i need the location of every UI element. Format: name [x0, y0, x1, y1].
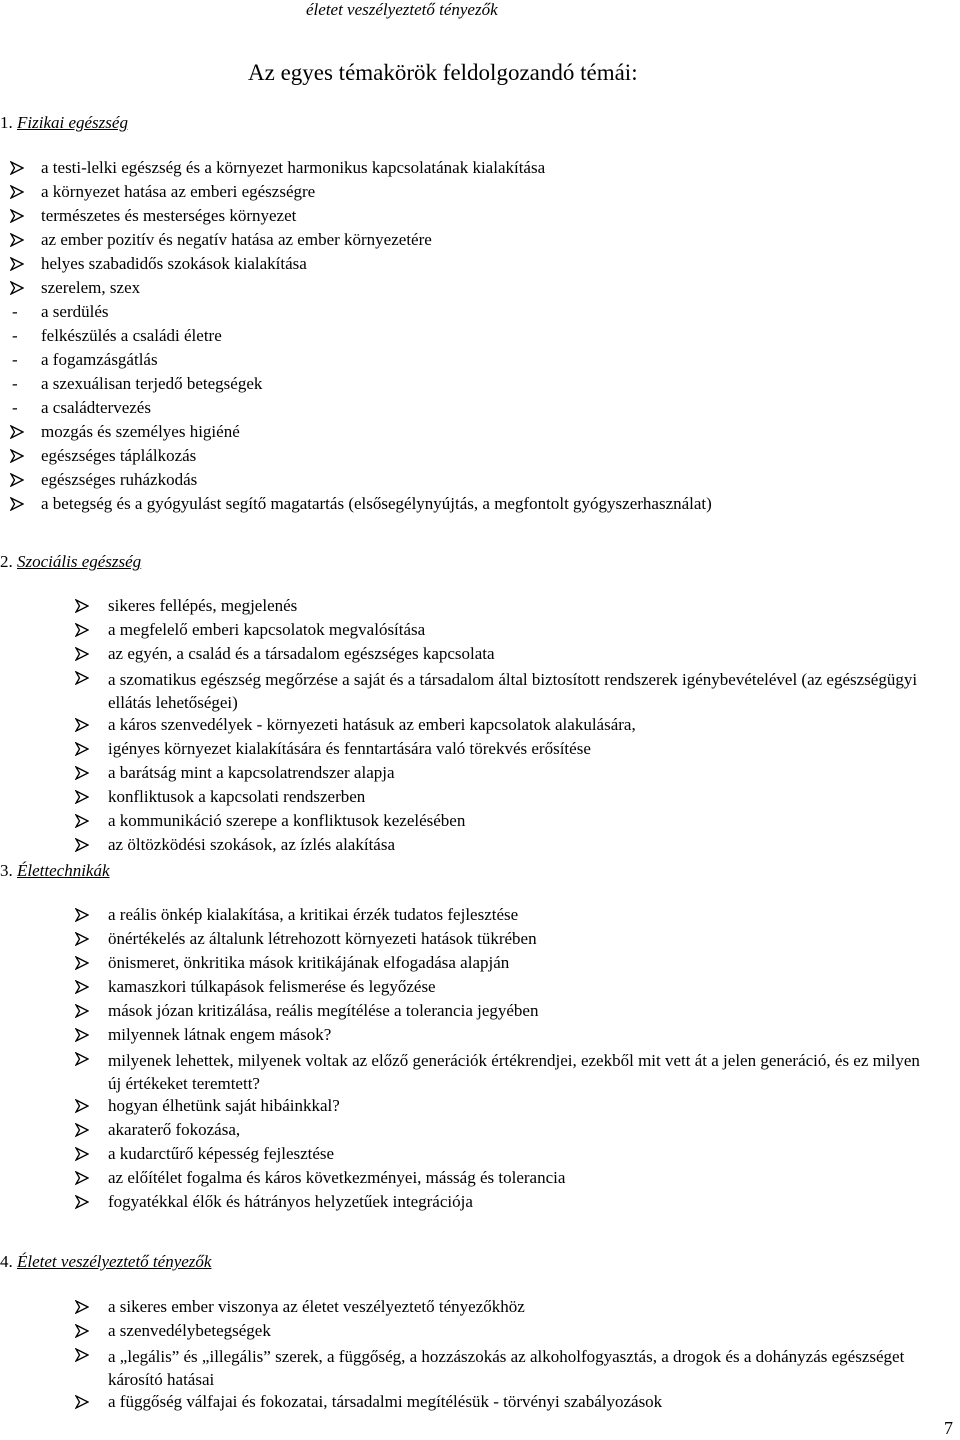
section-number: 2.	[0, 552, 13, 571]
arrowhead-bullet-icon	[75, 1099, 89, 1113]
list-item-text: egészséges táplálkozás	[41, 446, 197, 465]
list-item-text: az öltözködési szokások, az ízlés alakítása	[108, 835, 395, 854]
list-item-text: a szexuálisan terjedő betegségek	[41, 374, 263, 393]
list-item-text: természetes és mesterséges környezet	[41, 206, 297, 225]
list-item-text: a megfelelő emberi kapcsolatok megvalósítása	[108, 620, 426, 639]
dash-bullet-icon: -	[12, 302, 18, 321]
arrowhead-bullet-icon	[75, 1395, 89, 1409]
list-item	[75, 1120, 955, 1144]
list-item	[10, 158, 950, 182]
list-item	[75, 1096, 955, 1120]
list-item	[75, 929, 955, 953]
section-4-list	[75, 1297, 955, 1416]
list-item	[75, 1001, 955, 1025]
arrowhead-bullet-icon	[75, 1300, 89, 1314]
list-item	[10, 326, 950, 350]
list-item	[75, 763, 955, 787]
running-header: életet veszélyeztető tényezők	[306, 0, 498, 19]
arrowhead-bullet-icon	[75, 956, 89, 970]
list-item	[10, 278, 950, 302]
arrowhead-bullet-icon	[10, 161, 24, 175]
section-1-list	[10, 158, 950, 518]
list-item	[75, 1049, 955, 1096]
list-item-text: a sikeres ember viszonya az életet veszélyeztető tényezőkhöz	[108, 1297, 525, 1316]
list-item	[75, 739, 955, 763]
list-item	[75, 620, 955, 644]
section-number: 3.	[0, 861, 13, 880]
arrowhead-bullet-icon	[75, 623, 89, 637]
section-3-list	[75, 905, 955, 1216]
list-item	[75, 1192, 955, 1216]
list-item	[10, 470, 950, 494]
arrowhead-bullet-icon	[75, 790, 89, 804]
list-item-text: akaraterő fokozása,	[108, 1120, 241, 1139]
section-2-list	[75, 596, 955, 859]
list-item-text: az egyén, a család és a társadalom egészséges kapcsolata	[108, 644, 495, 663]
arrowhead-bullet-icon	[75, 1324, 89, 1338]
list-item-text: a fogamzásgátlás	[41, 350, 158, 369]
arrowhead-bullet-icon	[75, 1028, 89, 1042]
list-item-text: felkészülés a családi életre	[41, 326, 222, 345]
arrowhead-bullet-icon	[10, 281, 24, 295]
list-item-text: hogyan élhetünk saját hibáinkkal?	[108, 1096, 340, 1115]
list-item-text: a szomatikus egészség megőrzése a saját és a társadalom által biztosított rendszerek igénybevételével (az egészségügyi ellátás lehetőségei)	[108, 670, 918, 712]
list-item-text: milyenek lehettek, milyenek voltak az előző generációk értékrendjei, ezekből mit vett át a jelen generáció, és ez milyen új értékeket teremtett?	[108, 1051, 920, 1093]
list-item	[10, 230, 950, 254]
dash-bullet-icon: -	[12, 326, 18, 345]
list-item	[10, 350, 950, 374]
arrowhead-bullet-icon	[75, 647, 89, 661]
list-item	[75, 1025, 955, 1049]
arrowhead-bullet-icon	[75, 1123, 89, 1137]
list-item-text: a kudarctűrő képesség fejlesztése	[108, 1144, 335, 1163]
section-title: Életet veszélyeztető tényezők	[17, 1252, 212, 1271]
list-item-text: a reális önkép kialakítása, a kritikai érzék tudatos fejlesztése	[108, 905, 519, 924]
list-item	[75, 644, 955, 668]
list-item-text: szerelem, szex	[41, 278, 141, 297]
section-number: 1.	[0, 113, 13, 132]
arrowhead-bullet-icon	[10, 185, 24, 199]
list-item-text: a családtervezés	[41, 398, 151, 417]
list-item-text: a barátság mint a kapcsolatrendszer alapja	[108, 763, 395, 782]
list-item-text: az ember pozitív és negatív hatása az ember környezetére	[41, 230, 432, 249]
page-number: 7	[944, 1418, 953, 1438]
arrowhead-bullet-icon	[75, 1348, 89, 1362]
section-heading-2	[0, 552, 141, 572]
arrowhead-bullet-icon	[10, 425, 24, 439]
list-item	[10, 398, 950, 422]
list-item	[10, 254, 950, 278]
list-item	[75, 787, 955, 811]
list-item	[75, 1297, 955, 1321]
arrowhead-bullet-icon	[75, 932, 89, 946]
list-item	[10, 206, 950, 230]
list-item-text: a függőség válfajai és fokozatai, társadalmi megítélésük - törvényi szabályozások	[108, 1392, 663, 1411]
arrowhead-bullet-icon	[75, 908, 89, 922]
dash-bullet-icon: -	[12, 350, 18, 369]
list-item-text: igényes környezet kialakítására és fenntartására való törekvés erősítése	[108, 739, 591, 758]
list-item	[75, 715, 955, 739]
section-title: Szociális egészség	[17, 552, 142, 571]
list-item	[10, 182, 950, 206]
arrowhead-bullet-icon	[75, 599, 89, 613]
arrowhead-bullet-icon	[10, 449, 24, 463]
list-item	[75, 905, 955, 929]
list-item	[75, 1345, 955, 1392]
arrowhead-bullet-icon	[75, 1171, 89, 1185]
list-item-text: konfliktusok a kapcsolati rendszerben	[108, 787, 366, 806]
arrowhead-bullet-icon	[75, 980, 89, 994]
list-item	[10, 302, 950, 326]
list-item	[10, 494, 950, 518]
section-title: Fizikai egészség	[17, 113, 128, 132]
list-item	[75, 1392, 955, 1416]
list-item	[75, 811, 955, 835]
arrowhead-bullet-icon	[10, 233, 24, 247]
arrowhead-bullet-icon	[75, 1004, 89, 1018]
list-item	[75, 977, 955, 1001]
arrowhead-bullet-icon	[75, 814, 89, 828]
list-item-text: a kommunikáció szerepe a konfliktusok kezelésében	[108, 811, 466, 830]
list-item	[75, 596, 955, 620]
list-item-text: önértékelés az általunk létrehozott környezeti hatások tükrében	[108, 929, 537, 948]
arrowhead-bullet-icon	[75, 671, 89, 685]
section-number: 4.	[0, 1252, 13, 1271]
arrowhead-bullet-icon	[75, 1195, 89, 1209]
list-item-text: a káros szenvedélyek - környezeti hatásuk az emberi kapcsolatok alakulására,	[108, 715, 636, 734]
arrowhead-bullet-icon	[10, 257, 24, 271]
section-heading-4	[0, 1252, 211, 1272]
list-item-text: a serdülés	[41, 302, 109, 321]
list-item-text: a „legális” és „illegális” szerek, a függőség, a hozzászokás az alkoholfogyasztás, a drogok és a dohányzás egészséget károsító hatásai	[108, 1347, 905, 1389]
list-item	[10, 374, 950, 398]
list-item	[75, 1321, 955, 1345]
dash-bullet-icon: -	[12, 398, 18, 417]
list-item-text: kamaszkori túlkapások felismerése és legyőzése	[108, 977, 436, 996]
list-item-text: a betegség és a gyógyulást segítő magatartás (elsősegélynyújtás, a megfontolt gyógyszerhasználat)	[41, 494, 712, 513]
dash-bullet-icon: -	[12, 374, 18, 393]
arrowhead-bullet-icon	[10, 209, 24, 223]
list-item-text: a környezet hatása az emberi egészségre	[41, 182, 316, 201]
list-item	[75, 1144, 955, 1168]
list-item	[75, 1168, 955, 1192]
section-heading-1	[0, 113, 128, 133]
arrowhead-bullet-icon	[75, 742, 89, 756]
arrowhead-bullet-icon	[75, 718, 89, 732]
arrowhead-bullet-icon	[75, 766, 89, 780]
list-item-text: a testi-lelki egészség és a környezet harmonikus kapcsolatának kialakítása	[41, 158, 546, 177]
arrowhead-bullet-icon	[75, 1147, 89, 1161]
arrowhead-bullet-icon	[75, 1052, 89, 1066]
list-item	[75, 953, 955, 977]
arrowhead-bullet-icon	[10, 473, 24, 487]
list-item-text: mozgás és személyes higiéné	[41, 422, 240, 441]
arrowhead-bullet-icon	[10, 497, 24, 511]
list-item-text: az előítélet fogalma és káros következményei, másság és tolerancia	[108, 1168, 566, 1187]
list-item	[10, 446, 950, 470]
list-item	[75, 668, 955, 715]
list-item-text: fogyatékkal élők és hátrányos helyzetűek integrációja	[108, 1192, 473, 1211]
list-item	[10, 422, 950, 446]
arrowhead-bullet-icon	[75, 838, 89, 852]
list-item-text: helyes szabadidős szokások kialakítása	[41, 254, 307, 273]
list-item-text: milyennek látnak engem mások?	[108, 1025, 332, 1044]
list-item-text: egészséges ruházkodás	[41, 470, 198, 489]
section-heading-3	[0, 861, 110, 881]
list-item-text: a szenvedélybetegségek	[108, 1321, 271, 1340]
list-item	[75, 835, 955, 859]
list-item-text: mások józan kritizálása, reális megítélése a tolerancia jegyében	[108, 1001, 539, 1020]
page-title: Az egyes témakörök feldolgozandó témái:	[248, 60, 638, 85]
list-item-text: sikeres fellépés, megjelenés	[108, 596, 298, 615]
list-item-text: önismeret, önkritika mások kritikájának elfogadása alapján	[108, 953, 510, 972]
section-title: Élettechnikák	[17, 861, 110, 880]
